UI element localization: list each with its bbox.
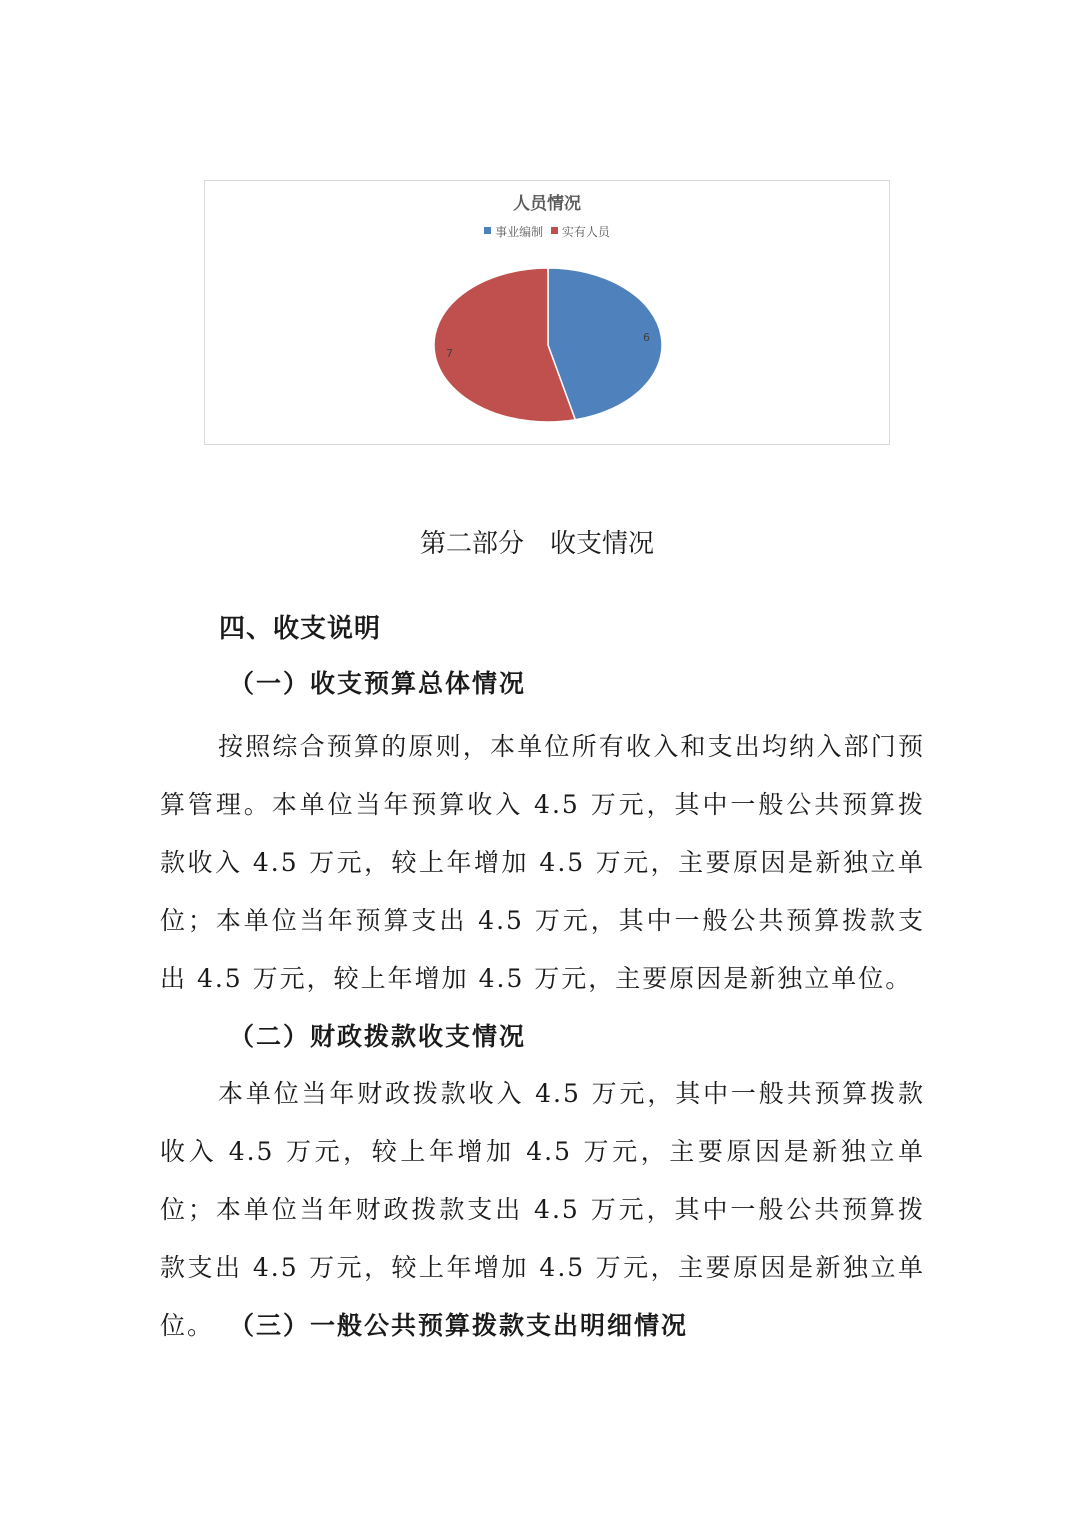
pie-chart-container [204,180,890,445]
legend-swatch-blue [484,227,491,234]
pie-data-label: 7 [446,347,454,361]
legend-label: 事业编制 [495,225,544,239]
pie-chart [205,181,891,446]
heading-income-expense: 四、收支说明 [219,614,382,644]
legend-label: 实有人员 [561,225,610,239]
subheading-general-budget-detail: （三）一般公共预算拨款支出明细情况 [229,1311,689,1340]
subheading-budget-overview: （一）收支预算总体情况 [229,669,527,698]
chart-title: 人员情况 [513,194,581,214]
paragraph-fiscal-appropriation: 本单位当年财政拨款收入 4.5 万元，其中一般共预算拨款收入 4.5 万元，较上年增加 4.5 万元，主要原因是新独立单位；本单位当年财政拨款支出 4.5 万元，其中一般公共预算拨款支出 4.5 万元，较上年增加 4.5 万元，主要原因是新独立单位。 [160,1079,925,1340]
subheading-fiscal-appropriation: （二）财政拨款收支情况 [229,1022,527,1051]
legend-item-actual-staff [551,223,610,240]
paragraph-budget-overview: 按照综合预算的原则，本单位所有收入和支出均纳入部门预算管理。本单位当年预算收入 4.5 万元，其中一般公共预算拨款收入 4.5 万元，较上年增加 4.5 万元，主要原因是新独立单位；本单位当年预算支出 4.5 万元，其中一般公共预算拨款支出 4.5 万元，较上年增加 4.5 万元，主要原因是新独立单位。 [160,732,925,993]
legend-item-staff-quota [484,223,543,240]
pie-data-label: 6 [642,330,650,344]
legend-swatch-red [551,227,558,234]
chart-legend [205,223,889,240]
section-title: 第二部分 收支情况 [419,529,654,559]
